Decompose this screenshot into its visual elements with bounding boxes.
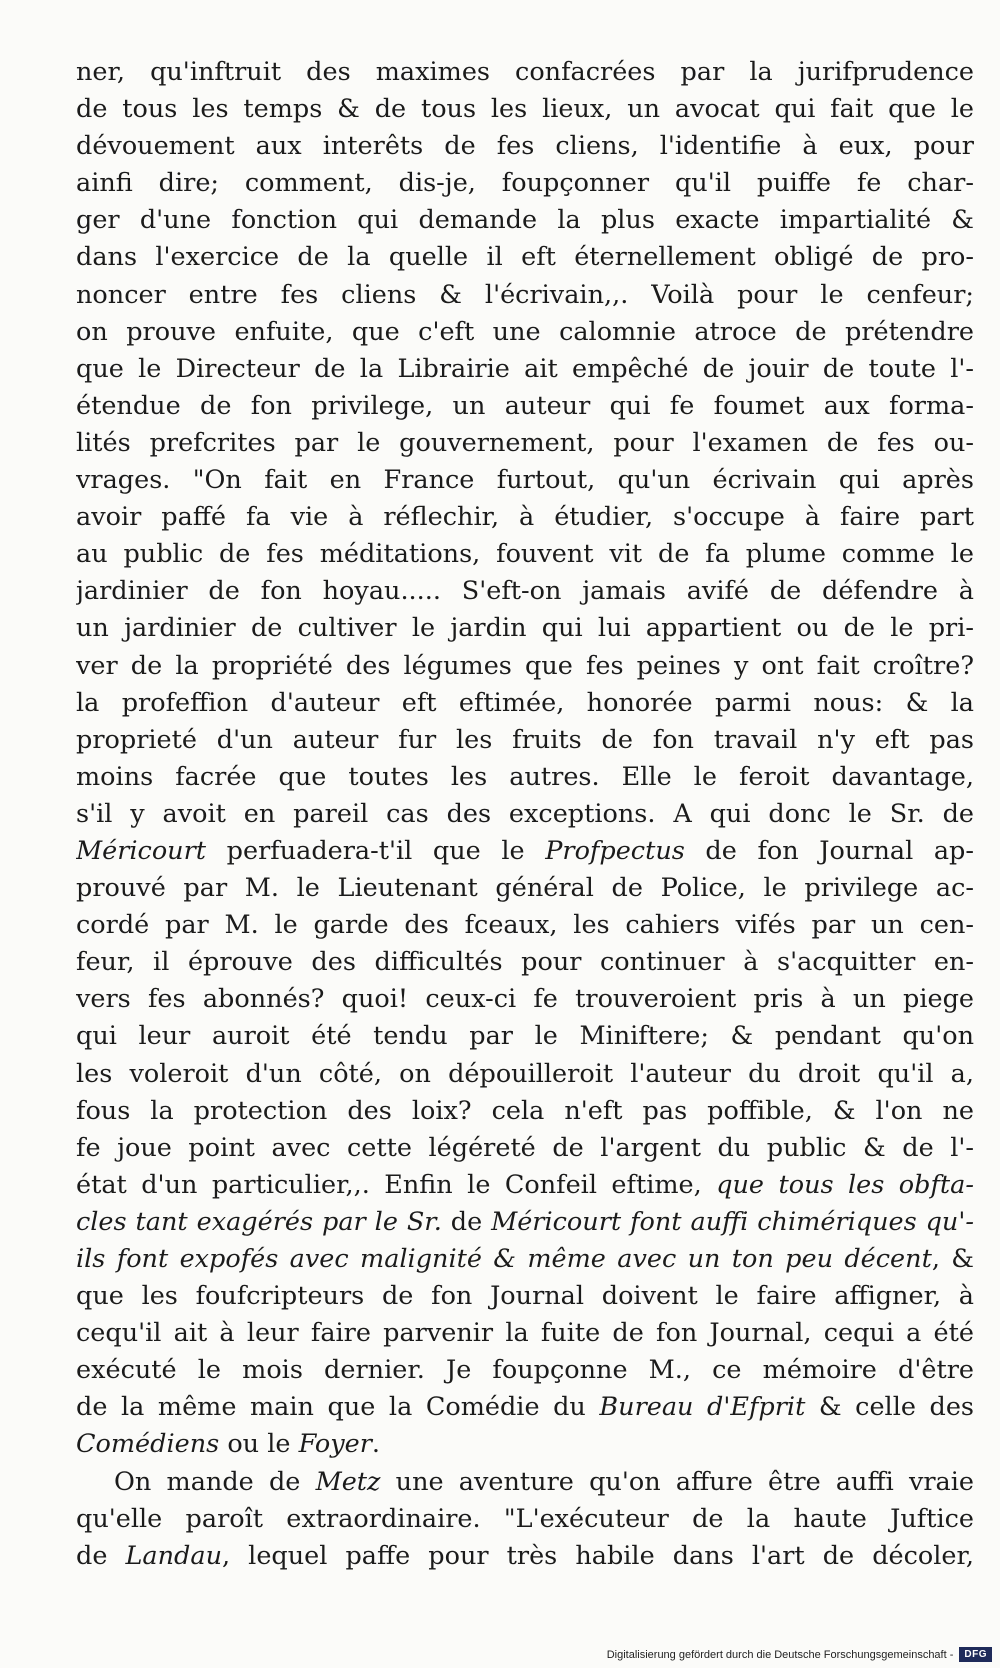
- line-text: lités prefcrites par le gouvernement, pour l'examen de fes ou-: [76, 427, 974, 458]
- line-text: ver de la propriété des légumes que fes peines y ont fait croître?: [76, 650, 974, 681]
- text-line: [76, 128, 974, 165]
- text-line: [76, 536, 974, 573]
- line-text: de: [76, 1540, 126, 1571]
- text-line: [76, 648, 974, 685]
- italic-text: que tous les obfta-: [716, 1169, 974, 1200]
- line-text: un jardinier de cultiver le jardin qui lui appartient ou de le pri-: [76, 613, 974, 644]
- text-line: [76, 1130, 974, 1167]
- text-line: [76, 1056, 974, 1093]
- italic-text: Profpectus: [545, 835, 685, 866]
- text-line: [76, 202, 974, 239]
- text-line: [76, 759, 974, 796]
- line-text: au public de fes méditations, fouvent vit de fa plume comme le: [76, 539, 974, 570]
- line-text: feur, il éprouve des difficultés pour continuer à s'acquitter en-: [76, 947, 974, 978]
- italic-text: Comédiens: [76, 1429, 220, 1460]
- line-text: cequ'il ait à leur faire parvenir la fuite de fon Journal, cequi a été: [76, 1318, 974, 1349]
- line-text: de fon Journal ap-: [684, 835, 974, 866]
- line-text: exécuté le mois dernier. Je foupçonne M., ce mémoire d'être: [76, 1355, 974, 1386]
- text-line: [76, 1315, 974, 1352]
- text-line: [76, 1241, 974, 1278]
- text-line: [76, 1501, 974, 1538]
- text-line: [76, 1389, 974, 1426]
- body-text: [76, 54, 974, 1575]
- line-text: s'il y avoit en pareil cas des exceptions. A qui donc le Sr. de: [76, 798, 974, 829]
- line-text: prouvé par M. le Lieutenant général de Police, le privilege ac-: [76, 873, 974, 904]
- text-line: [76, 1093, 974, 1130]
- text-line: [76, 981, 974, 1018]
- line-text: ger d'une fonction qui demande la plus exacte impartialité &: [76, 205, 974, 236]
- line-text: vrages. "On fait en France furtout, qu'un écrivain qui après: [76, 465, 974, 496]
- line-text: proprieté d'un auteur fur les fruits de fon travail n'y eft pas: [76, 724, 974, 755]
- text-line: [76, 1464, 974, 1501]
- italic-text: Méricourt font auffi chimériques qu'-: [491, 1206, 974, 1237]
- line-text: noncer entre fes cliens & l'écrivain,,. Voilà pour le cenfeur;: [76, 279, 974, 310]
- line-text: étendue de fon privilege, un auteur qui fe foumet aux forma-: [76, 390, 974, 421]
- line-text: fe joue point avec cette légéreté de l'argent du public & de l'-: [76, 1132, 974, 1163]
- text-line: [76, 610, 974, 647]
- text-line: [76, 388, 974, 425]
- text-line: [76, 1352, 974, 1389]
- text-line: [76, 91, 974, 128]
- line-text: perfuadera-t'il que le: [206, 835, 546, 866]
- text-line: [76, 1278, 974, 1315]
- text-line: [76, 499, 974, 536]
- line-text: .: [371, 1429, 381, 1460]
- line-text: la profeffion d'auteur eft eftimée, honorée parmi nous: & la: [76, 687, 974, 718]
- text-line: [76, 907, 974, 944]
- line-text: fous la protection des loix? cela n'eft pas poffible, & l'on ne: [76, 1095, 974, 1126]
- line-text: & celle des: [805, 1392, 974, 1423]
- line-text: les voleroit d'un côté, on dépouilleroit l'auteur du droit qu'il a,: [76, 1058, 974, 1089]
- text-line: [76, 685, 974, 722]
- line-text: de tous les temps & de tous les lieux, un avocat qui fait que le: [76, 94, 974, 125]
- italic-text: Landau: [125, 1540, 222, 1571]
- text-line: [76, 722, 974, 759]
- text-line: [76, 462, 974, 499]
- line-text: ner, qu'inftruit des maximes confacrées par la jurifprudence: [76, 57, 974, 87]
- text-line: [76, 54, 974, 91]
- italic-text: ils font expofés avec malignité & même avec un ton peu décent: [76, 1244, 932, 1274]
- text-line: [76, 277, 974, 314]
- text-line: [76, 1426, 974, 1463]
- line-text: que les foufcripteurs de fon Journal doivent le faire affigner, à: [76, 1281, 974, 1312]
- text-line: [76, 314, 974, 351]
- text-line: [76, 239, 974, 276]
- italic-text: Metz: [315, 1466, 381, 1497]
- digitization-credit: [607, 1647, 992, 1662]
- text-line: [76, 165, 974, 202]
- line-text: on prouve enfuite, que c'eft une calomnie atroce de prétendre: [76, 316, 974, 347]
- line-text: de la même main que la Comédie du: [76, 1392, 600, 1423]
- line-text: vers fes abonnés? quoi! ceux-ci fe trouveroient pris à un piege: [76, 984, 974, 1015]
- line-text: état d'un particulier,,. Enfin le Confeil eftime,: [76, 1169, 717, 1200]
- line-text: , lequel paffe pour très habile dans l'art de décoler,: [222, 1540, 974, 1571]
- text-line: [76, 573, 974, 610]
- text-line: [76, 1167, 974, 1204]
- line-text: dans l'exercice de la quelle il eft éternellement obligé de pro-: [76, 242, 974, 273]
- line-text: avoir paffé fa vie à réflechir, à étudier, s'occupe à faire part: [76, 502, 974, 533]
- credit-text: Digitalisierung gefördert durch die Deutsche Forschungsgemeinschaft -: [606, 1648, 954, 1661]
- line-text: moins facrée que toutes les autres. Elle le feroit davantage,: [76, 761, 974, 792]
- italic-text: cles tant exagérés par le Sr.: [76, 1206, 442, 1237]
- text-line: [76, 796, 974, 833]
- line-text: qui leur auroit été tendu par le Miniftere; & pendant qu'on: [76, 1021, 974, 1052]
- line-text: , &: [931, 1244, 974, 1274]
- line-text: dévouement aux interêts de fes cliens, l'identifie à eux, pour: [76, 131, 974, 162]
- text-line: [76, 1204, 974, 1241]
- line-text: que le Directeur de la Librairie ait empêché de jouir de toute l'-: [76, 353, 974, 384]
- line-text: de: [441, 1206, 492, 1237]
- dfg-logo-icon: DFG: [959, 1647, 992, 1662]
- text-line: [76, 1538, 974, 1575]
- line-text: une aventure qu'on affure être auffi vraie: [380, 1466, 974, 1497]
- line-text: qu'elle paroît extraordinaire. "L'exécuteur de la haute Juftice: [76, 1503, 974, 1534]
- line-text: ou le: [219, 1429, 299, 1460]
- text-line: [76, 1018, 974, 1055]
- italic-text: Foyer: [298, 1429, 372, 1460]
- text-line: [76, 944, 974, 981]
- italic-text: Bureau d'Efprit: [599, 1392, 806, 1423]
- line-text: On mande de: [114, 1466, 316, 1497]
- line-text: ainfi dire; comment, dis-je, foupçonner qu'il puiffe fe char-: [76, 168, 974, 199]
- text-line: [76, 351, 974, 388]
- italic-text: Méricourt: [76, 835, 207, 866]
- text-line: [76, 425, 974, 462]
- text-line: [76, 870, 974, 907]
- text-line: [76, 833, 974, 870]
- line-text: cordé par M. le garde des fceaux, les cahiers vifés par un cen-: [76, 910, 974, 941]
- line-text: jardinier de fon hoyau..... S'eft-on jamais avifé de défendre à: [76, 576, 974, 607]
